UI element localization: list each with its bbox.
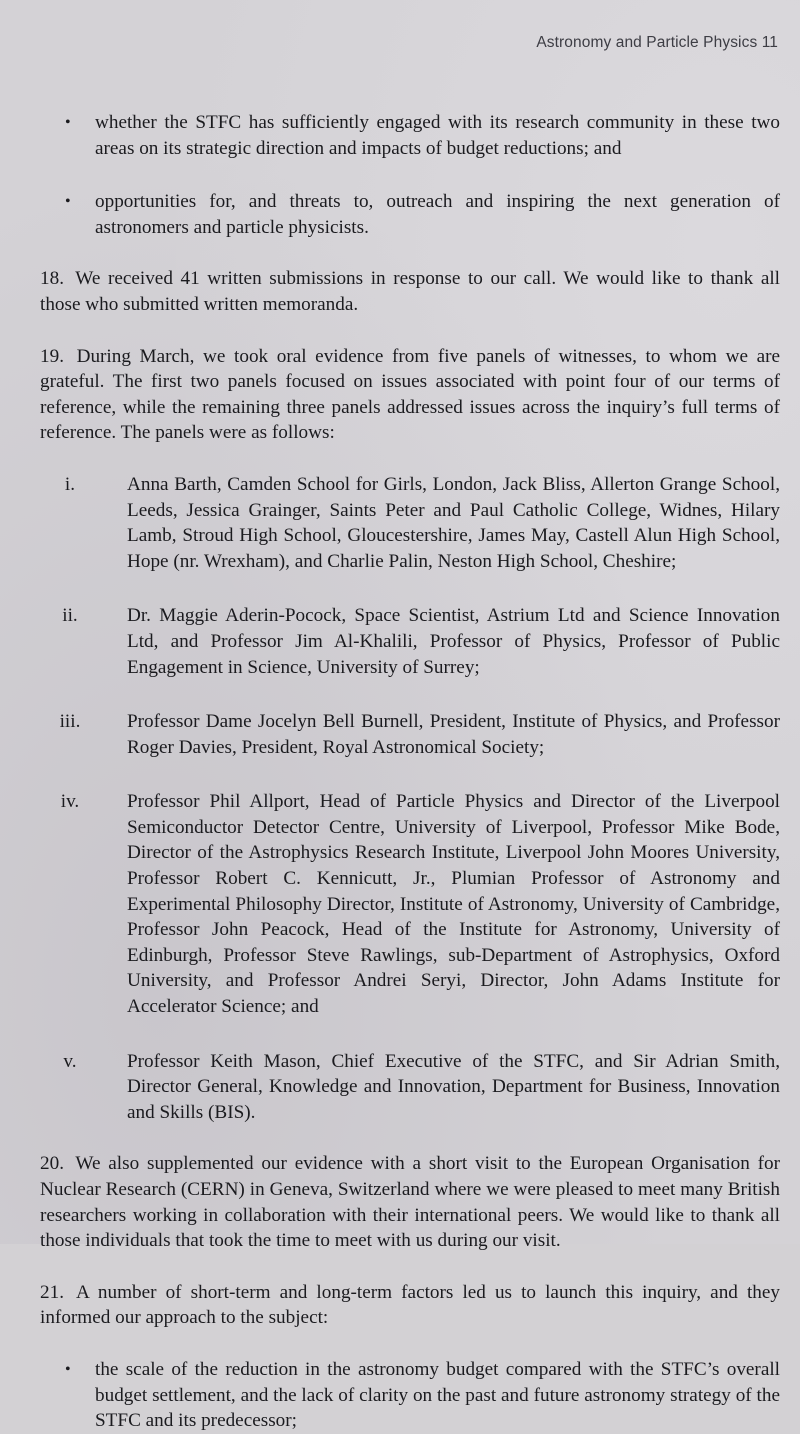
bullet-text: whether the STFC has sufficiently engaged with its research community in these two areas on its strategic direction and impacts of budget reductions; and — [95, 112, 780, 159]
bullet-item — [40, 1357, 780, 1434]
paragraph-text: A number of short-term and long-term factors led us to launch this inquiry, and they informed our approach to the subject: — [40, 1281, 780, 1329]
panel-numeral: iv. — [60, 791, 80, 813]
paragraph-number: 18. — [40, 268, 64, 290]
panel-numeral: v. — [63, 1050, 77, 1072]
panel-text: Professor Dame Jocelyn Bell Burnell, President, Institute of Physics, and Professor Roger Davies, President, Royal Astronomical Society; — [127, 711, 780, 758]
panel-text: Dr. Maggie Aderin-Pocock, Space Scientist, Astrium Ltd and Science Innovation Ltd, and Professor Jim Al-Khalili, Professor of Physics, Professor of Public Engagement in Science, University of Surrey; — [127, 605, 780, 678]
bullet-item — [40, 110, 780, 161]
paragraph-text: We received 41 written submissions in response to our call. We would like to thank all those who submitted written memoranda. — [40, 268, 781, 315]
witness-panel-item — [40, 709, 780, 760]
paragraph-21 — [40, 1280, 780, 1331]
panel-numeral: iii. — [59, 711, 81, 733]
witness-panel-item — [40, 1049, 780, 1126]
panel-numeral: ii. — [62, 605, 78, 627]
panel-text: Professor Keith Mason, Chief Executive of the STFC, and Sir Adrian Smith, Director General, Knowledge and Innovation, Department for Business, Innovation and Skills (BIS). — [127, 1050, 780, 1123]
bullet-icon: • — [65, 114, 71, 131]
paragraph-18 — [40, 266, 780, 317]
paragraph-text: During March, we took oral evidence from five panels of witnesses, to whom we are grateful. The first two panels focused on issues associated with point four of our terms of reference, while the remaining three panels addressed issues across the inquiry’s full terms of reference. The panels were as follows: — [40, 345, 780, 444]
paragraph-20 — [40, 1151, 780, 1253]
paragraph-number: 19. — [40, 345, 64, 367]
witness-panel-item — [40, 789, 780, 1019]
paragraph-number: 20. — [40, 1153, 64, 1175]
bullet-list-bottom — [40, 1357, 780, 1434]
paragraph-text: We also supplemented our evidence with a short visit to the European Organisation for Nuclear Research (CERN) in Geneva, Switzerland where we were pleased to meet many British researchers working in collaboration with their international peers. We would like to thank all those individuals that took the time to meet with us during our visit. — [40, 1153, 780, 1252]
witness-panel-item — [40, 472, 780, 574]
running-header: Astronomy and Particle Physics 11 — [536, 34, 778, 51]
bullet-icon: • — [65, 1360, 71, 1378]
witness-panel-item — [40, 603, 780, 680]
paragraph-19 — [40, 344, 780, 446]
bullet-list-top — [40, 110, 780, 240]
bullet-icon: • — [65, 193, 71, 211]
panel-numeral: i. — [64, 473, 76, 495]
panel-text: Professor Phil Allport, Head of Particle Physics and Director of the Liverpool Semiconductor Detector Centre, University of Liverpool, Professor Mike Bode, Director of the Astrophysics Research Institute, Liverpool John Moores University, Professor Robert C. Kennicutt, Jr., Plumian Professor of Astronomy and Experimental Philosophy Director, Institute of Astronomy, University of Cambridge, Professor John Peacock, Head of the Institute for Astronomy, University of Edinburgh, Professor Steve Rawlings, sub-Department of Astrophysics, Oxford University, and Professor Andrei Seryi, Director, John Adams Institute for Accelerator Science; and — [127, 791, 780, 1018]
witness-panel-list — [40, 472, 780, 1125]
bullet-text: the scale of the reduction in the astronomy budget compared with the STFC’s overall budget settlement, and the lack of clarity on the past and future astronomy strategy of the STFC and its predecessor; — [95, 1358, 780, 1432]
bullet-item — [40, 189, 780, 240]
bullet-text: opportunities for, and threats to, outreach and inspiring the next generation of astronomers and particle physicists. — [95, 191, 780, 238]
panel-text: Anna Barth, Camden School for Girls, London, Jack Bliss, Allerton Grange School, Leeds, Jessica Grainger, Saints Peter and Paul Catholic College, Widnes, Hilary Lamb, Stroud High School, Gloucestershire, James May, Castell Alun High School, Hope (nr. Wrexham), and Charlie Palin, Neston High School, Cheshire; — [127, 473, 780, 572]
body-text — [40, 110, 780, 1434]
paragraph-number: 21. — [40, 1281, 64, 1303]
